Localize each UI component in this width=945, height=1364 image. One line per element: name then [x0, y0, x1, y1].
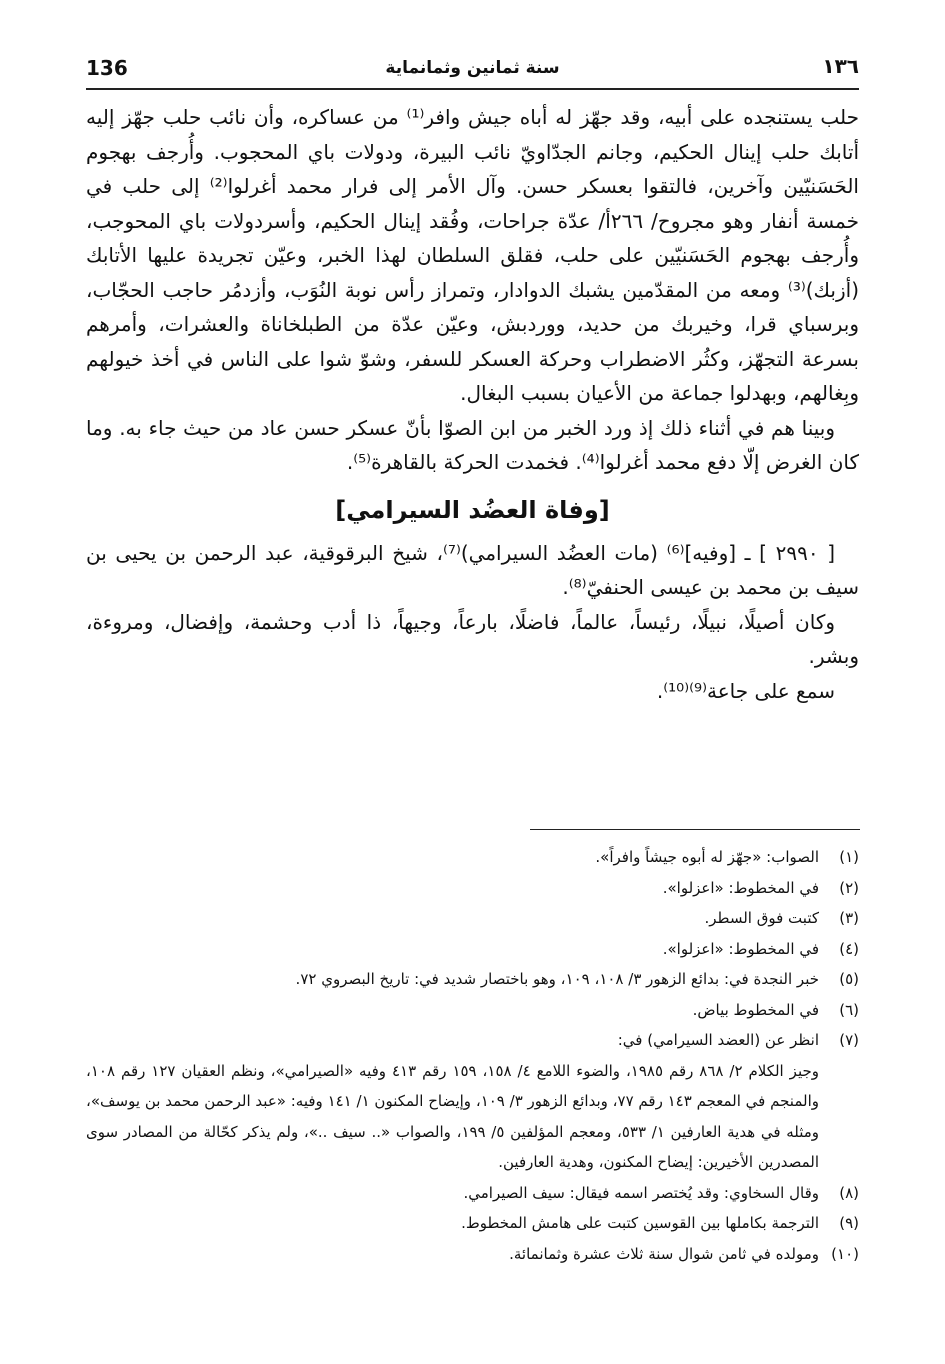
- footnote-number: (٨): [839, 1183, 859, 1202]
- footnote: [86, 1178, 859, 1209]
- running-title: سنة ثمانين وثمانماية: [385, 58, 560, 78]
- footnote-text: في المخطوط: «اعزلوا».: [662, 878, 819, 897]
- footnote-number: (١): [839, 848, 859, 866]
- footnote-number: (٤): [839, 939, 859, 958]
- footnote: [86, 842, 859, 873]
- footnote: [86, 995, 859, 1026]
- section-title: [وفاة العضُد السيرامي]: [335, 495, 610, 524]
- footnote: [86, 903, 859, 934]
- footnote-text: في المخطوط: «اعزلوا».: [662, 939, 819, 958]
- page-number-latin: 136: [86, 56, 128, 80]
- page-header: [86, 52, 859, 90]
- footnote: [86, 1025, 859, 1056]
- footnote-number: (٥): [839, 970, 859, 988]
- paragraph: وكان أصيلًا، نبيلًا، رئيساً، عالماً، فاضلًا، بارعاً، وجيهاً، ذا أدب وحشمة، وإفضال، ومروءة، وبشر.: [86, 609, 859, 668]
- footnote-number: (٩): [839, 1214, 859, 1232]
- footnote-continuation: وجيز الكلام ٢/ ٨٦٨ رقم ١٩٨٥، والضوء اللامع ٤/ ١٥٨، ١٥٩ رقم ٤١٣ وفيه «الصيرامي»، ونظم العقيان ١٢٧ رقم ١٠٨، والمنجم في المعجم ١٤٣ رقم ٧٧، وبدائع الزهور ٣/ ١٠٩، وإيضاح المكنون ١/ ١٤١ وفيه: «عبد الرحمن محمد بن يوسف»، ومثله في هدية العارفين ١/ ٥٣٣، ومعجم المؤلفين ٥/ ١٩٩، والصواب «.. سيف ..»، ولم يذكر كحّالة من المصادر سوى المصدرين الأخيرين: إيضاح المكنون، وهدية العارفين.: [86, 1061, 820, 1171]
- footnote-number: (٢): [839, 878, 859, 897]
- footnote: [86, 934, 859, 965]
- footnote: [86, 964, 859, 995]
- paragraph: حلب يستنجده على أبيه، وقد جهّز له أباه جيش وافر⁽¹⁾ من عساكره، وأن نائب حلب جهّز إليه أتابك حلب إينال الحكيم، وجانم الجدّاويّ نائب البيرة، ودولات باي المحجوب. وأُرجف بهجوم الحَسَنيّين وآخرين، فالتقوا بعسكر حسن. وآل الأمر إلى فرار محمد أغرلوا⁽²⁾ إلى حلب في خمسة أنفار وهو مجروح/ ٢٦٦أ/ عدّة جراحات، وفُقد إينال الحكيم، وأسردولات باي المحوجب، وأُرجف بهجوم الحَسَنيّين على حلب، فقلق السلطان لهذا الخبر، وعيّن تجريدة عليها الأتابك (أزبك)⁽³⁾ ومعه من المقدّمين يشبك الدوادار، وتمراز رأس نوبة النُوَب، وأزدمُر حاجب الحجّاب، وبرسباي قرا، وخيربك من حديد، ووردبش، وعيّن عدّة من الطبلخاناة والعشرات، وأمرهم بسرعة التجهّز، وكثُر الاضطراب وحركة العسكر للسفر، وشوّ شوا على الناس في أخذ خيولهم وبِغالهم، وبهدلوا جماعة من الأعيان بسبب البغال.: [86, 105, 859, 405]
- footnote-text: الترجمة بكاملها بين القوسين كتبت على هامش المخطوط.: [461, 1214, 819, 1232]
- footnote-text: في المخطوط بياض.: [692, 1000, 819, 1019]
- footnotes: [86, 842, 859, 1269]
- footnote-number: (٣): [839, 909, 859, 927]
- footnote-number: (٧): [839, 1031, 859, 1049]
- paragraph: [ ٢٩٩٠ ] ـ [وفيه]⁽⁶⁾ (مات العضُد السيرامي)⁽⁷⁾، شيخ البرقوقية، عبد الرحمن بن يحيى بن سيف بن محمد بن عيسى الحنفيّ⁽⁸⁾.: [86, 540, 859, 599]
- footnote: [86, 1208, 859, 1239]
- footnote-text: انظر عن (العضد السيرامي) في:: [617, 1031, 819, 1049]
- paragraph: وبينا هم في أثناء ذلك إذ ورد الخبر من ابن الصوّا بأنّ عسكر حسن عاد من حيث جاء به. وما كان الغرض إلّا دفع محمد أغرلوا⁽⁴⁾. فخمدت الحركة بالقاهرة⁽⁵⁾.: [86, 415, 859, 474]
- footnote-text: الصواب: «جهّز له أبوه جيشاً وافراً».: [595, 848, 819, 866]
- page-number-arabic: ١٣٦: [822, 54, 859, 78]
- main-text: [86, 100, 859, 708]
- footnote-text: خبر النجدة في: بدائع الزهور ٣/ ١٠٨، ١٠٩، وهو باختصار شديد في: تاريخ البصروي ٧٢.: [295, 970, 819, 988]
- footnote-text: وقال السخاوي: وقد يُختصر اسمه فيقال: سيف الصيرامي.: [463, 1183, 819, 1202]
- footnote-text: كتبت فوق السطر.: [704, 909, 819, 927]
- footnote: [86, 873, 859, 904]
- paragraph: سمع على جاعة⁽⁹⁾⁽¹⁰⁾.: [656, 678, 835, 703]
- footnote-number: (٦): [839, 1000, 859, 1019]
- footnote: [86, 1239, 859, 1270]
- footnote-number: (١٠): [831, 1244, 859, 1263]
- footnote-divider: [530, 829, 860, 830]
- footnote-text: ومولده في ثامن شوال سنة ثلاث عشرة وثمانمائة.: [509, 1244, 819, 1263]
